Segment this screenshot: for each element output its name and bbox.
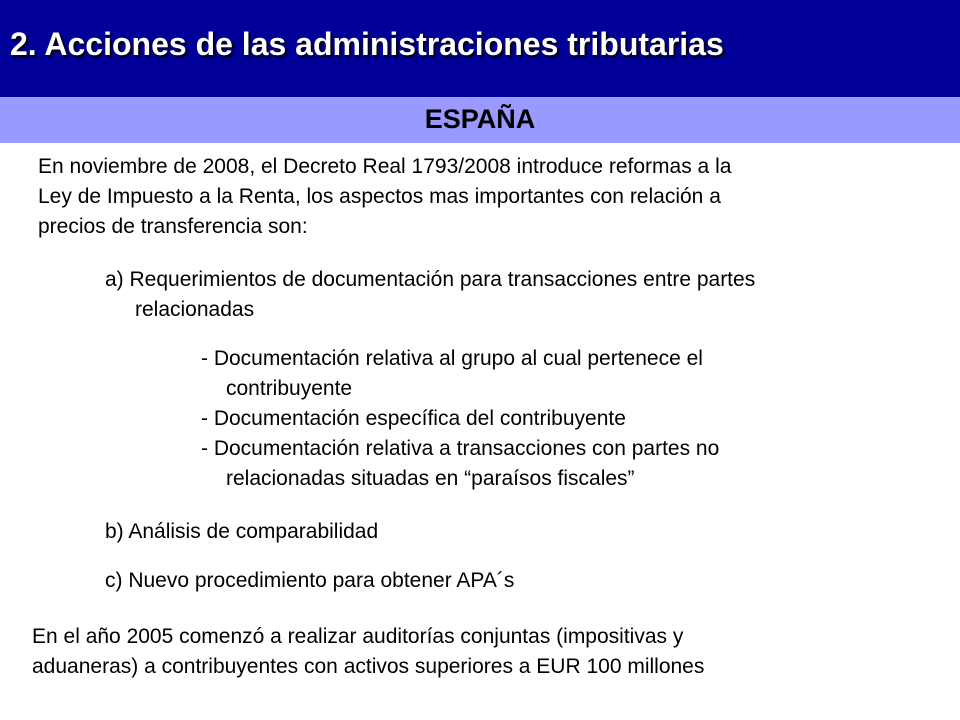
slide-title: 2. Acciones de las administraciones tributarias bbox=[10, 26, 724, 62]
intro-line-2: Ley de Impuesto a la Renta, los aspectos mas importantes con relación a bbox=[38, 185, 721, 208]
intro-line-3: precios de transferencia son: bbox=[38, 215, 308, 238]
closing-line-2: aduaneras) a contribuyentes con activos superiores a EUR 100 millones bbox=[32, 655, 705, 678]
sub-item-3-line-1: - Documentación relativa a transacciones con partes no bbox=[201, 437, 720, 460]
intro-line-1: En noviembre de 2008, el Decreto Real 1793/2008 introduce reformas a la bbox=[38, 155, 732, 178]
sub-item-3-line-2: relacionadas situadas en “paraísos fiscales” bbox=[226, 467, 635, 490]
item-c: c) Nuevo procedimiento para obtener APA´s bbox=[105, 569, 515, 592]
sub-item-2: - Documentación específica del contribuyente bbox=[201, 407, 626, 430]
item-a-line-2: relacionadas bbox=[135, 298, 255, 321]
section-heading: ESPAÑA bbox=[424, 104, 536, 134]
closing-line-1: En el año 2005 comenzó a realizar auditorías conjuntas (impositivas y bbox=[32, 625, 684, 648]
sub-item-1-line-2: contribuyente bbox=[226, 377, 353, 400]
sub-item-1-line-1: - Documentación relativa al grupo al cual pertenece el bbox=[201, 347, 703, 370]
item-b: b) Análisis de comparabilidad bbox=[105, 520, 379, 543]
item-a-line-1: a) Requerimientos de documentación para transacciones entre partes bbox=[105, 268, 756, 291]
